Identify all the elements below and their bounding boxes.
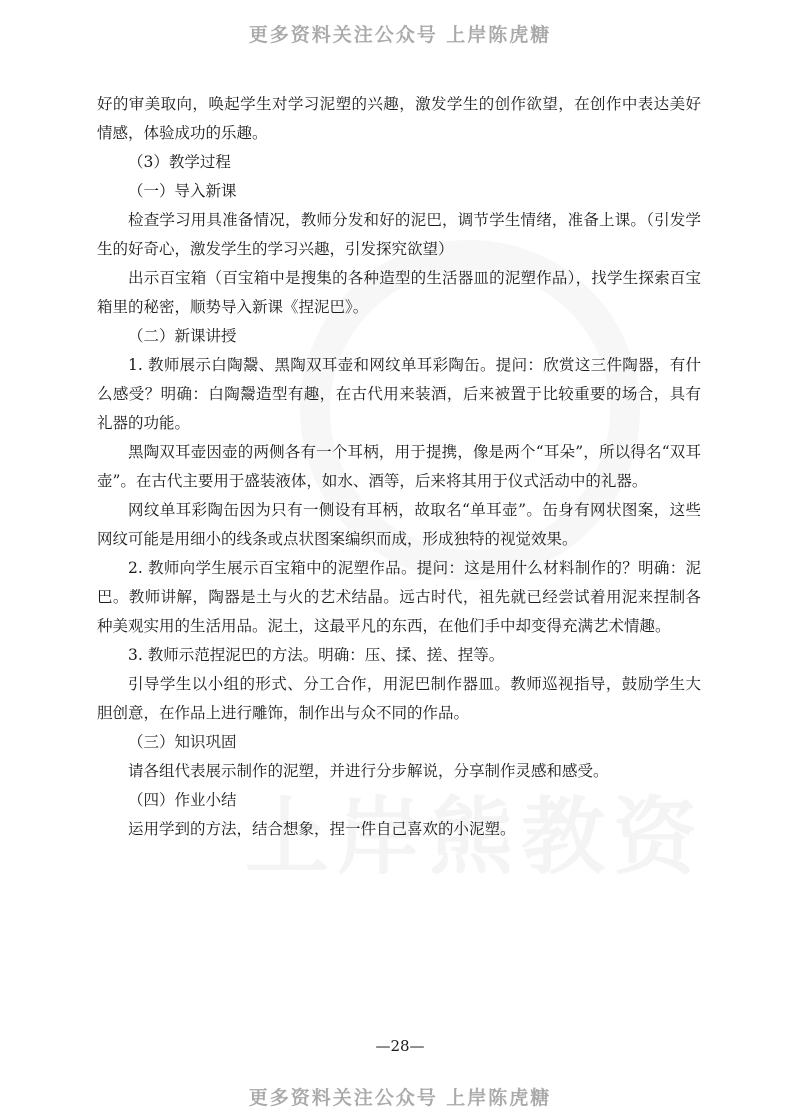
paragraph: 网纹单耳彩陶缶因为只有一侧设有耳柄，故取名“单耳壶”。缶身有网状图案，这些网纹可能是用细小的线条或点状图案编织而成，形成独特的视觉效果。 (97, 501, 701, 548)
paragraph: 黑陶双耳壶因壶的两侧各有一个耳柄，用于提携，像是两个“耳朵”，所以得名“双耳壶”。在古代主要用于盛装液体，如水、酒等，后来将其用于仪式活动中的礼器。 (97, 443, 701, 490)
paragraph: 请各组代表展示制作的泥塑，并进行分步解说，分享制作灵感和感受。 (128, 762, 609, 780)
paragraph: 出示百宝箱（百宝箱中是搜集的各种造型的生活器皿的泥塑作品），找学生探索百宝箱里的秘密，顺势导入新课《捏泥巴》。 (97, 269, 701, 316)
document-body (97, 90, 701, 844)
section-heading: （三）知识巩固 (128, 733, 237, 751)
paragraph: 引导学生以小组的形式、分工合作，用泥巴制作器皿。教师巡视指导，鼓励学生大胆创意，在作品上进行雕饰，制作出与众不同的作品。 (97, 675, 701, 722)
header-banner: 更多资料关注公众号 上岸陈虎糖 (248, 24, 552, 46)
page-number: —28— (375, 1037, 425, 1055)
paragraph: 运用学到的方法，结合想象，捏一件自己喜欢的小泥塑。 (128, 820, 516, 838)
section-heading: （一）导入新课 (128, 182, 237, 200)
section-heading: （3）教学过程 (128, 153, 231, 171)
section-heading: （二）新课讲授 (128, 327, 237, 345)
section-heading: （四）作业小结 (128, 791, 237, 809)
paragraph: 好的审美取向，唤起学生对学习泥塑的兴趣，激发学生的创作欲望，在创作中表达美好情感，体验成功的乐趣。 (97, 95, 701, 142)
paragraph: 检查学习用具准备情况，教师分发和好的泥巴，调节学生情绪，准备上课。（引发学生的好奇心，激发学生的学习兴趣，引发探究欲望） (97, 211, 701, 258)
footer-banner: 更多资料关注公众号 上岸陈虎糖 (248, 1087, 552, 1109)
paragraph: 2. 教师向学生展示百宝箱中的泥塑作品。提问：这是用什么材料制作的？明确：泥巴。教师讲解，陶器是土与火的艺术结晶。远古时代，祖先就已经尝试着用泥来捏制各种美观实用的生活用品。泥土，这最平凡的东西，在他们手中却变得充满艺术情趣。 (97, 559, 701, 635)
paragraph: 1. 教师展示白陶鬶、黑陶双耳壶和网纹单耳彩陶缶。提问：欣赏这三件陶器，有什么感受？明确：白陶鬶造型有趣，在古代用来装酒，后来被置于比较重要的场合，具有礼器的功能。 (97, 356, 701, 432)
paragraph: 3. 教师示范捏泥巴的方法。明确：压、揉、搓、捏等。 (128, 646, 505, 664)
